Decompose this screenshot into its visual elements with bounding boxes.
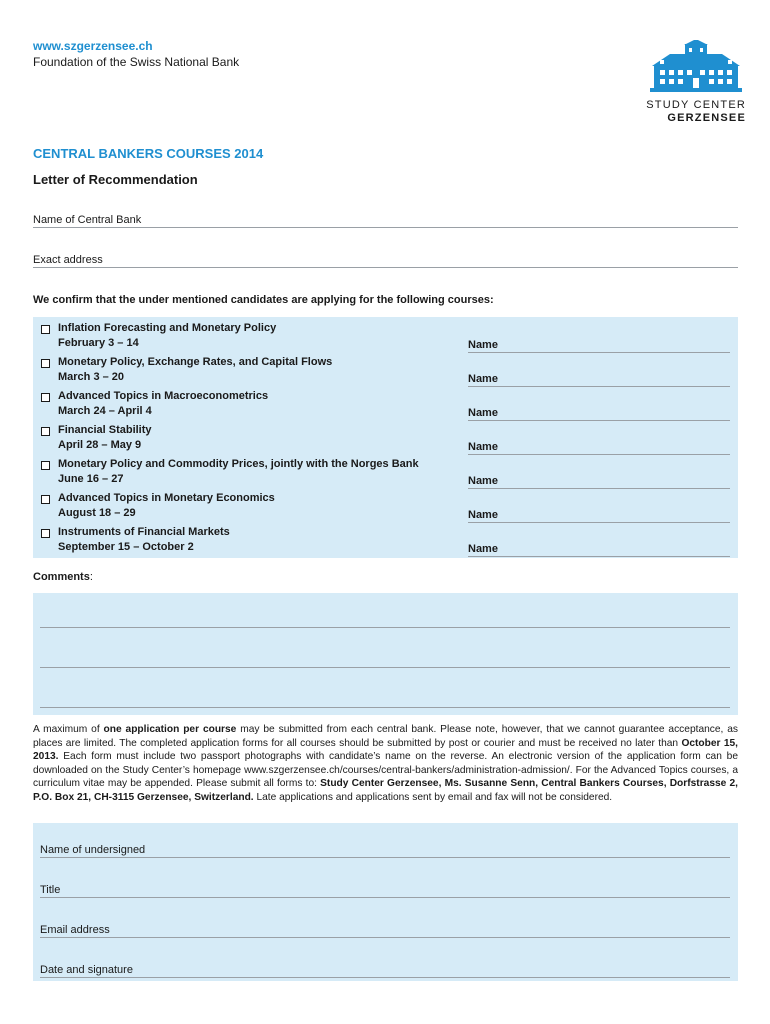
candidate-name-label: Name bbox=[468, 509, 498, 521]
candidate-name-field[interactable] bbox=[468, 556, 730, 557]
comments-label: Comments bbox=[33, 571, 90, 583]
comments-heading bbox=[33, 571, 93, 583]
candidate-name-label: Name bbox=[468, 475, 498, 487]
course-checkbox[interactable] bbox=[41, 495, 50, 504]
building-logo-icon bbox=[648, 40, 744, 94]
course-name: Financial Stability bbox=[58, 424, 152, 436]
comments-line[interactable] bbox=[40, 707, 730, 708]
course-dates: February 3 – 14 bbox=[58, 337, 139, 349]
course-name: Inflation Forecasting and Monetary Policy bbox=[58, 322, 277, 334]
study-center-logo bbox=[648, 40, 744, 94]
confirm-statement: We confirm that the under mentioned candidates are applying for the following courses: bbox=[33, 294, 494, 306]
paragraph-text: A maximum of bbox=[33, 724, 104, 735]
course-checkbox[interactable] bbox=[41, 461, 50, 470]
paragraph-text: Late applications and applications sent by email and fax will not be considered. bbox=[253, 791, 613, 803]
course-row bbox=[33, 390, 733, 424]
course-name: Monetary Policy and Commodity Prices, jointly with the Norges Bank bbox=[58, 458, 419, 470]
candidate-name-field[interactable] bbox=[468, 488, 730, 489]
course-row bbox=[33, 322, 733, 356]
address-emphasis: Study Center Gerzensee, Ms. Susanne Senn, Central Bankers Courses, Dorfstrasse 2, P.O. Box 21, CH-3115 Gerzensee, Switzerland. bbox=[33, 778, 738, 803]
undersigned-name-field[interactable] bbox=[40, 857, 730, 858]
course-dates: April 28 – May 9 bbox=[58, 439, 142, 451]
foundation-subtitle: Foundation of the Swiss National Bank bbox=[33, 55, 240, 69]
course-checkbox[interactable] bbox=[41, 325, 50, 334]
comments-line[interactable] bbox=[40, 627, 730, 628]
course-dates: August 18 – 29 bbox=[58, 507, 136, 519]
candidate-name-field[interactable] bbox=[468, 352, 730, 353]
course-row bbox=[33, 492, 733, 526]
address-field[interactable] bbox=[33, 267, 738, 268]
course-checkbox[interactable] bbox=[41, 427, 50, 436]
document-title: Letter of Recommendation bbox=[33, 172, 198, 187]
course-checkbox[interactable] bbox=[41, 359, 50, 368]
candidate-name-field[interactable] bbox=[468, 420, 730, 421]
paragraph-emphasis: one application per course bbox=[103, 724, 237, 735]
undersigned-name-label: Name of undersigned bbox=[40, 844, 146, 856]
course-checkbox[interactable] bbox=[41, 529, 50, 538]
logo-text-gerzensee: GERZENSEE bbox=[667, 112, 746, 124]
candidate-name-field[interactable] bbox=[468, 522, 730, 523]
logo-text-study-center: STUDY CENTER bbox=[646, 99, 746, 111]
course-row bbox=[33, 424, 733, 458]
course-row bbox=[33, 526, 733, 560]
candidate-name-label: Name bbox=[468, 339, 498, 351]
email-field[interactable] bbox=[40, 937, 730, 938]
signature-box bbox=[33, 823, 738, 981]
title-label: Title bbox=[40, 884, 61, 896]
title-field[interactable] bbox=[40, 897, 730, 898]
course-title: CENTRAL BANKERS COURSES 2014 bbox=[33, 146, 264, 161]
candidate-name-field[interactable] bbox=[468, 454, 730, 455]
central-bank-field[interactable] bbox=[33, 227, 738, 228]
candidate-name-field[interactable] bbox=[468, 386, 730, 387]
candidate-name-label: Name bbox=[468, 373, 498, 385]
courses-box bbox=[33, 317, 738, 558]
course-dates: September 15 – October 2 bbox=[58, 541, 194, 553]
address-label: Exact address bbox=[33, 254, 103, 266]
course-dates: March 3 – 20 bbox=[58, 371, 125, 383]
course-checkbox[interactable] bbox=[41, 393, 50, 402]
comments-box[interactable] bbox=[33, 593, 738, 715]
comments-line[interactable] bbox=[40, 667, 730, 668]
website-url[interactable]: www.szgerzensee.ch bbox=[33, 39, 153, 53]
paragraph-text: Each form must include two passport photographs with candidate’s name on the reverse. An electronic version of the application form can be downloaded on the Study Center’s homepage www.szgerzensee.ch/courses/central-bankers/administration-admission/. For the Advanced Topics courses, a curriculum vitae may be appended. Please submit all forms to: bbox=[33, 751, 738, 790]
comments-colon: : bbox=[89, 571, 93, 583]
email-label: Email address bbox=[40, 924, 110, 936]
candidate-name-label: Name bbox=[468, 407, 498, 419]
course-row bbox=[33, 458, 733, 492]
course-name: Advanced Topics in Macroeconometrics bbox=[58, 390, 269, 402]
course-dates: March 24 – April 4 bbox=[58, 405, 152, 417]
course-name: Advanced Topics in Monetary Economics bbox=[58, 492, 275, 504]
paragraph-text: may be submitted from each central bank. Please note, however, that we cannot guarantee acceptance, as places are limited. The completed application forms for all courses should be submitted by post or courier and must be received no later than bbox=[33, 724, 739, 749]
course-dates: June 16 – 27 bbox=[58, 473, 124, 485]
course-name: Monetary Policy, Exchange Rates, and Capital Flows bbox=[58, 356, 333, 368]
instructions-paragraph bbox=[33, 723, 738, 805]
candidate-name-label: Name bbox=[468, 441, 498, 453]
course-name: Instruments of Financial Markets bbox=[58, 526, 230, 538]
date-signature-field[interactable] bbox=[40, 977, 730, 978]
candidate-name-label: Name bbox=[468, 543, 498, 555]
course-row bbox=[33, 356, 733, 390]
central-bank-label: Name of Central Bank bbox=[33, 214, 142, 226]
date-signature-label: Date and signature bbox=[40, 964, 133, 976]
deadline-emphasis: October 15, 2013. bbox=[33, 737, 738, 763]
